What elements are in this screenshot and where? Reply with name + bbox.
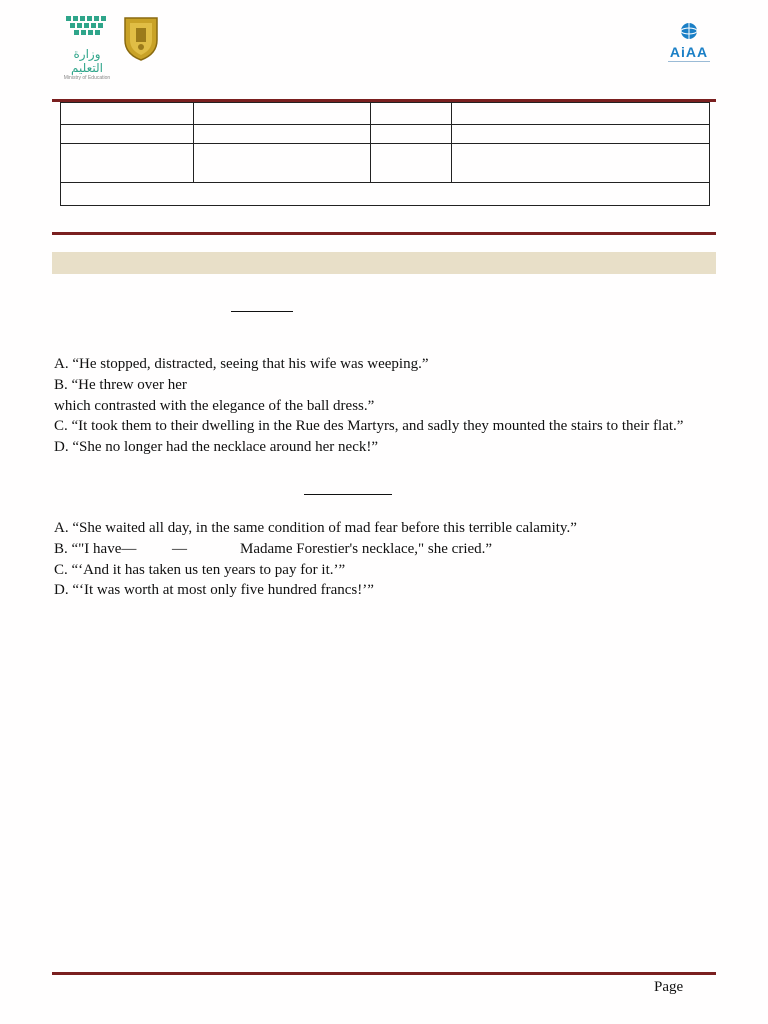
q2-option-b: B. “"I have— [54,541,137,557]
table-cell [452,125,710,144]
q1-option-b: B. “He threw over her [54,377,187,393]
moe-logo-english: Ministry of Education [63,75,111,81]
question-2-blank [304,494,392,495]
table-cell [61,125,194,144]
table-cell [61,103,194,125]
q2-option-c: C. “‘And it has taken us ten years to pay for it.’” [54,562,346,578]
table-cell [61,183,710,206]
page-label: Page [654,979,684,995]
q1-option-c: C. “It took them to their dwelling in the Rue des Martyrs, and sadly they mounted the stairs to their flat.” [54,418,684,434]
q2-option-d: D. “‘It was worth at most only five hundred francs!’” [54,582,374,598]
aiaa-logo-text: AiAA [669,44,709,60]
table-cell [452,144,710,183]
section-rule [52,232,716,235]
aiaa-logo-underline [668,61,710,62]
student-info-table [60,102,710,206]
table-cell [61,144,194,183]
q1-option-d: D. “She no longer had the necklace around her neck!” [54,439,379,455]
aiaa-logo [664,22,714,62]
moe-logo [58,14,116,81]
q1-option-b-continued: which contrasted with the elegance of the ball dress.” [54,398,375,414]
table-cell [371,103,452,125]
q2-option-b-end: Madame Forestier's necklace," she cried.” [240,541,493,557]
q2-option-a: A. “She waited all day, in the same condition of mad fear before this terrible calamity.” [54,520,577,536]
question-1-blank [231,311,293,312]
moe-logo-arabic: وزارة التعليم [71,47,103,75]
q2-option-b-dash: — [172,541,187,557]
q1-option-a: A. “He stopped, distracted, seeing that his wife was weeping.” [54,356,429,372]
table-cell [371,125,452,144]
school-crest [121,14,161,67]
globe-icon [664,22,714,40]
table-cell [194,125,371,144]
table-cell [194,103,371,125]
crest-icon [121,14,161,62]
table-cell [452,103,710,125]
section-heading-band [52,252,716,274]
table-cell [371,144,452,183]
moe-logo-icon [58,14,116,46]
footer-rule [52,972,716,975]
table-cell [194,144,371,183]
